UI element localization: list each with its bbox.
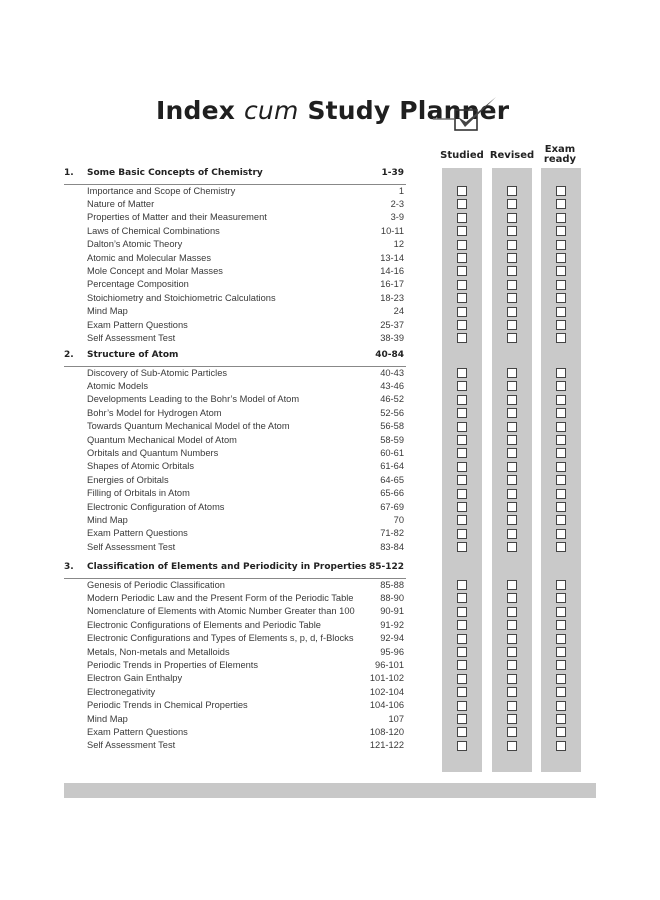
studied-checkbox[interactable] [457, 542, 467, 552]
topic-pages: 46-52 [380, 394, 404, 405]
revised-checkbox[interactable] [507, 475, 517, 485]
footer-bar [64, 783, 596, 798]
revised-checkbox[interactable] [507, 266, 517, 276]
revised-checkbox[interactable] [507, 199, 517, 209]
topic-pages: 92-94 [380, 633, 404, 644]
studied-checkbox[interactable] [457, 529, 467, 539]
topic-title: Electronic Configurations of Elements and Periodic Table [87, 619, 321, 630]
column-header-studied: Studied [440, 150, 484, 161]
exam-ready-checkbox[interactable] [556, 199, 566, 209]
topic-row [87, 211, 404, 224]
topic-pages: 102-104 [369, 686, 404, 697]
topic-pages: 10-11 [380, 225, 404, 236]
exam-ready-checkbox[interactable] [556, 687, 566, 697]
topic-pages: 40-43 [380, 367, 404, 378]
column-header-revised: Revised [489, 150, 535, 161]
topic-pages: 18-23 [380, 292, 404, 303]
revised-checkbox[interactable] [507, 368, 517, 378]
section-pages: 40-84 [375, 350, 404, 360]
topic-pages: 60-61 [380, 447, 404, 458]
topic-pages: 16-17 [380, 279, 404, 290]
topic-title: Exam Pattern Questions [87, 726, 188, 737]
topic-title: Electronic Configuration of Atoms [87, 501, 225, 512]
exam-ready-checkbox[interactable] [556, 741, 566, 751]
topic-title: Stoichiometry and Stoichiometric Calculations [87, 292, 276, 303]
studied-checkbox[interactable] [457, 320, 467, 330]
topic-row [87, 713, 404, 726]
topic-title: Orbitals and Quantum Numbers [87, 447, 219, 458]
topic-row [87, 305, 404, 318]
revised-checkbox[interactable] [507, 293, 517, 303]
topic-pages: 121-122 [369, 740, 404, 751]
revised-checkbox[interactable] [507, 647, 517, 657]
exam-ready-checkbox[interactable] [556, 620, 566, 630]
topic-title: Electronegativity [87, 686, 156, 697]
studied-checkbox[interactable] [457, 381, 467, 391]
studied-checkbox[interactable] [457, 226, 467, 236]
studied-checkbox[interactable] [457, 395, 467, 405]
revised-checkbox[interactable] [507, 542, 517, 552]
topic-title: Exam Pattern Questions [87, 319, 188, 330]
topic-title: Modern Periodic Law and the Present Form of the Periodic Table [87, 592, 354, 603]
topic-title: Electron Gain Enthalpy [87, 673, 183, 684]
topic-title: Mind Map [87, 306, 128, 317]
exam-ready-checkbox[interactable] [556, 607, 566, 617]
studied-checkbox[interactable] [457, 333, 467, 343]
exam-ready-checkbox[interactable] [556, 226, 566, 236]
topic-title: Quantum Mechanical Model of Atom [87, 434, 237, 445]
title-italic: cum [243, 96, 299, 125]
section-pages: 1-39 [381, 168, 404, 178]
studied-checkbox[interactable] [457, 435, 467, 445]
topic-pages: 96-101 [375, 659, 404, 670]
topic-row [87, 726, 404, 739]
topic-pages: 83-84 [380, 541, 404, 552]
revised-checkbox[interactable] [507, 226, 517, 236]
studied-checkbox[interactable] [457, 701, 467, 711]
revised-checkbox[interactable] [507, 727, 517, 737]
topic-row [87, 265, 404, 278]
studied-checkbox[interactable] [457, 368, 467, 378]
topic-row [87, 238, 404, 251]
topic-pages: 25-37 [380, 319, 404, 330]
revised-checkbox[interactable] [507, 307, 517, 317]
revised-checkbox[interactable] [507, 529, 517, 539]
revised-checkbox[interactable] [507, 435, 517, 445]
topic-row [87, 592, 404, 605]
exam-ready-checkbox[interactable] [556, 593, 566, 603]
topic-row [87, 185, 404, 198]
topic-title: Periodic Trends in Properties of Elements [87, 659, 259, 670]
section-number: 1. [64, 168, 74, 178]
topic-row [87, 447, 404, 460]
exam-ready-checkbox[interactable] [556, 333, 566, 343]
revised-checkbox[interactable] [507, 381, 517, 391]
section-number: 2. [64, 350, 74, 360]
exam-ready-checkbox[interactable] [556, 293, 566, 303]
topic-title: Filling of Orbitals in Atom [87, 488, 190, 499]
exam-ready-checkbox[interactable] [556, 529, 566, 539]
exam-ready-checkbox[interactable] [556, 395, 566, 405]
exam-ready-checkbox[interactable] [556, 307, 566, 317]
revised-checkbox[interactable] [507, 320, 517, 330]
studied-checkbox[interactable] [457, 593, 467, 603]
topic-title: Genesis of Periodic Classification [87, 579, 225, 590]
topic-pages: 56-58 [380, 421, 404, 432]
topic-title: Discovery of Sub-Atomic Particles [87, 367, 228, 378]
topic-row [87, 434, 404, 447]
studied-checkbox[interactable] [457, 253, 467, 263]
exam-ready-checkbox[interactable] [556, 489, 566, 499]
revised-checkbox[interactable] [507, 687, 517, 697]
exam-ready-checkbox[interactable] [556, 368, 566, 378]
revised-checkbox[interactable] [507, 580, 517, 590]
topic-pages: 43-46 [380, 380, 404, 391]
topic-pages: 70 [393, 514, 404, 525]
topic-pages: 95-96 [380, 646, 404, 657]
studied-checkbox[interactable] [457, 213, 467, 223]
studied-checkbox[interactable] [457, 462, 467, 472]
studied-checkbox[interactable] [457, 687, 467, 697]
topic-row [87, 619, 404, 632]
exam-ready-checkbox[interactable] [556, 515, 566, 525]
exam-ready-checkbox[interactable] [556, 280, 566, 290]
topic-pages: 61-64 [380, 461, 404, 472]
topic-row [87, 252, 404, 265]
exam-ready-checkbox[interactable] [556, 647, 566, 657]
section-header [64, 348, 406, 367]
exam-ready-checkbox[interactable] [556, 320, 566, 330]
topic-row [87, 501, 404, 514]
exam-ready-checkbox[interactable] [556, 435, 566, 445]
studied-checkbox[interactable] [457, 580, 467, 590]
studied-checkbox[interactable] [457, 448, 467, 458]
topic-pages: 38-39 [380, 332, 404, 343]
topic-pages: 52-56 [380, 407, 404, 418]
exam-ready-line-2: ready [543, 154, 577, 165]
revised-checkbox[interactable] [507, 408, 517, 418]
section-header [64, 560, 406, 579]
topic-row [87, 332, 404, 345]
exam-ready-checkbox[interactable] [556, 475, 566, 485]
topic-pages: 104-106 [369, 700, 404, 711]
topic-title: Nomenclature of Elements with Atomic Number Greater than 100 [87, 606, 355, 617]
studied-checkbox[interactable] [457, 408, 467, 418]
exam-ready-checkbox[interactable] [556, 462, 566, 472]
topic-pages: 88-90 [380, 592, 404, 603]
topic-title: Dalton’s Atomic Theory [87, 239, 183, 250]
title-rest: Study Planner [307, 96, 510, 125]
studied-checkbox[interactable] [457, 714, 467, 724]
topic-title: Mind Map [87, 713, 128, 724]
exam-ready-checkbox[interactable] [556, 714, 566, 724]
revised-checkbox[interactable] [507, 593, 517, 603]
title-main: Index [156, 96, 236, 125]
studied-checkbox[interactable] [457, 489, 467, 499]
revised-checkbox[interactable] [507, 395, 517, 405]
revised-checkbox[interactable] [507, 422, 517, 432]
exam-ready-checkbox[interactable] [556, 240, 566, 250]
revised-checkbox[interactable] [507, 634, 517, 644]
exam-ready-checkbox[interactable] [556, 408, 566, 418]
exam-ready-checkbox[interactable] [556, 448, 566, 458]
section-header [64, 166, 406, 185]
studied-checkbox[interactable] [457, 266, 467, 276]
revised-checkbox[interactable] [507, 213, 517, 223]
studied-checkbox[interactable] [457, 727, 467, 737]
topic-pages: 64-65 [380, 474, 404, 485]
topic-pages: 12 [393, 239, 404, 250]
revised-checkbox[interactable] [507, 660, 517, 670]
topic-title: Energies of Orbitals [87, 474, 169, 485]
exam-ready-checkbox[interactable] [556, 660, 566, 670]
revised-checkbox[interactable] [507, 240, 517, 250]
topic-row [87, 514, 404, 527]
exam-ready-checkbox[interactable] [556, 727, 566, 737]
topic-title: Atomic and Molecular Masses [87, 252, 212, 263]
topic-row [87, 292, 404, 305]
revised-checkbox[interactable] [507, 741, 517, 751]
exam-ready-line-1: Exam [544, 144, 576, 155]
topic-title: Electronic Configurations and Types of Elements s, p, d, f-Blocks [87, 633, 354, 644]
studied-checkbox[interactable] [457, 647, 467, 657]
section-pages: 85-122 [368, 562, 404, 572]
topic-title: Self Assessment Test [87, 740, 176, 751]
topic-title: Exam Pattern Questions [87, 528, 188, 539]
topic-pages: 2-3 [390, 198, 404, 209]
exam-ready-checkbox[interactable] [556, 381, 566, 391]
topic-pages: 85-88 [380, 579, 404, 590]
topic-row [87, 460, 404, 473]
topic-row [87, 474, 404, 487]
topic-row [87, 487, 404, 500]
studied-checkbox[interactable] [457, 660, 467, 670]
studied-checkbox[interactable] [457, 741, 467, 751]
topic-title: Periodic Trends in Chemical Properties [87, 700, 248, 711]
topic-row [87, 198, 404, 211]
exam-ready-checkbox[interactable] [556, 213, 566, 223]
exam-ready-checkbox[interactable] [556, 674, 566, 684]
checkmark-box-icon [432, 94, 502, 134]
exam-ready-checkbox[interactable] [556, 701, 566, 711]
exam-ready-checkbox[interactable] [556, 186, 566, 196]
studied-checkbox[interactable] [457, 502, 467, 512]
revised-checkbox[interactable] [507, 701, 517, 711]
studied-checkbox[interactable] [457, 293, 467, 303]
topic-pages: 90-91 [380, 606, 404, 617]
topic-row [87, 699, 404, 712]
revised-checkbox[interactable] [507, 448, 517, 458]
topic-row [87, 659, 404, 672]
revised-checkbox[interactable] [507, 489, 517, 499]
studied-checkbox[interactable] [457, 674, 467, 684]
exam-ready-checkbox[interactable] [556, 634, 566, 644]
exam-ready-checkbox[interactable] [556, 580, 566, 590]
topic-pages: 58-59 [380, 434, 404, 445]
topic-row [87, 319, 404, 332]
studied-checkbox[interactable] [457, 634, 467, 644]
studied-checkbox[interactable] [457, 515, 467, 525]
revised-checkbox[interactable] [507, 515, 517, 525]
topic-pages: 91-92 [380, 619, 404, 630]
revised-checkbox[interactable] [507, 714, 517, 724]
topic-row [87, 420, 404, 433]
revised-checkbox[interactable] [507, 502, 517, 512]
revised-checkbox[interactable] [507, 280, 517, 290]
topic-row [87, 393, 404, 406]
topic-pages: 13-14 [380, 252, 404, 263]
revised-checkbox[interactable] [507, 674, 517, 684]
topic-pages: 71-82 [380, 528, 404, 539]
column-header-exam-ready [532, 145, 588, 165]
topic-row [87, 225, 404, 238]
exam-ready-checkbox[interactable] [556, 422, 566, 432]
revised-checkbox[interactable] [507, 620, 517, 630]
revised-checkbox[interactable] [507, 186, 517, 196]
topic-title: Properties of Matter and their Measurement [87, 212, 267, 223]
topic-row [87, 632, 404, 645]
topic-pages: 65-66 [380, 488, 404, 499]
exam-ready-checkbox[interactable] [556, 542, 566, 552]
topic-row [87, 367, 404, 380]
topic-title: Atomic Models [87, 380, 148, 391]
topic-row [87, 541, 404, 554]
revised-checkbox[interactable] [507, 333, 517, 343]
section-title: Some Basic Concepts of Chemistry [87, 168, 263, 178]
revised-checkbox[interactable] [507, 462, 517, 472]
topic-title: Shapes of Atomic Orbitals [87, 461, 194, 472]
studied-checkbox[interactable] [457, 620, 467, 630]
topic-pages: 108-120 [369, 726, 404, 737]
topic-row [87, 407, 404, 420]
studied-checkbox[interactable] [457, 240, 467, 250]
topic-title: Percentage Composition [87, 279, 189, 290]
topic-title: Self Assessment Test [87, 541, 176, 552]
studied-checkbox[interactable] [457, 475, 467, 485]
topic-pages: 3-9 [390, 212, 404, 223]
topic-title: Towards Quantum Mechanical Model of the Atom [87, 421, 290, 432]
topic-title: Bohr’s Model for Hydrogen Atom [87, 407, 222, 418]
topic-title: Self Assessment Test [87, 332, 176, 343]
studied-checkbox[interactable] [457, 307, 467, 317]
topic-row [87, 672, 404, 685]
topic-row [87, 579, 404, 592]
topic-pages: 14-16 [380, 265, 404, 276]
studied-checkbox[interactable] [457, 199, 467, 209]
studied-checkbox[interactable] [457, 186, 467, 196]
studied-checkbox[interactable] [457, 607, 467, 617]
topic-row [87, 646, 404, 659]
topic-title: Nature of Matter [87, 198, 155, 209]
topic-row [87, 686, 404, 699]
topic-row [87, 605, 404, 618]
topic-title: Importance and Scope of Chemistry [87, 185, 236, 196]
topic-title: Laws of Chemical Combinations [87, 225, 220, 236]
topic-pages: 101-102 [369, 673, 404, 684]
studied-checkbox[interactable] [457, 422, 467, 432]
section-number: 3. [64, 562, 74, 572]
topic-row [87, 278, 404, 291]
revised-checkbox[interactable] [507, 253, 517, 263]
exam-ready-checkbox[interactable] [556, 266, 566, 276]
section-title: Structure of Atom [87, 350, 179, 360]
topic-row [87, 380, 404, 393]
topic-title: Developments Leading to the Bohr’s Model of Atom [87, 394, 300, 405]
revised-checkbox[interactable] [507, 607, 517, 617]
topic-row [87, 739, 404, 752]
section-title: Classification of Elements and Periodicity in Properties [87, 562, 367, 572]
topic-title: Metals, Non-metals and Metalloids [87, 646, 230, 657]
topic-title: Mind Map [87, 514, 128, 525]
exam-ready-checkbox[interactable] [556, 502, 566, 512]
studied-checkbox[interactable] [457, 280, 467, 290]
topic-pages: 24 [393, 306, 404, 317]
topic-pages: 67-69 [380, 501, 404, 512]
topic-pages: 107 [388, 713, 404, 724]
topic-pages: 1 [398, 185, 404, 196]
topic-title: Mole Concept and Molar Masses [87, 265, 223, 276]
exam-ready-checkbox[interactable] [556, 253, 566, 263]
topic-row [87, 527, 404, 540]
